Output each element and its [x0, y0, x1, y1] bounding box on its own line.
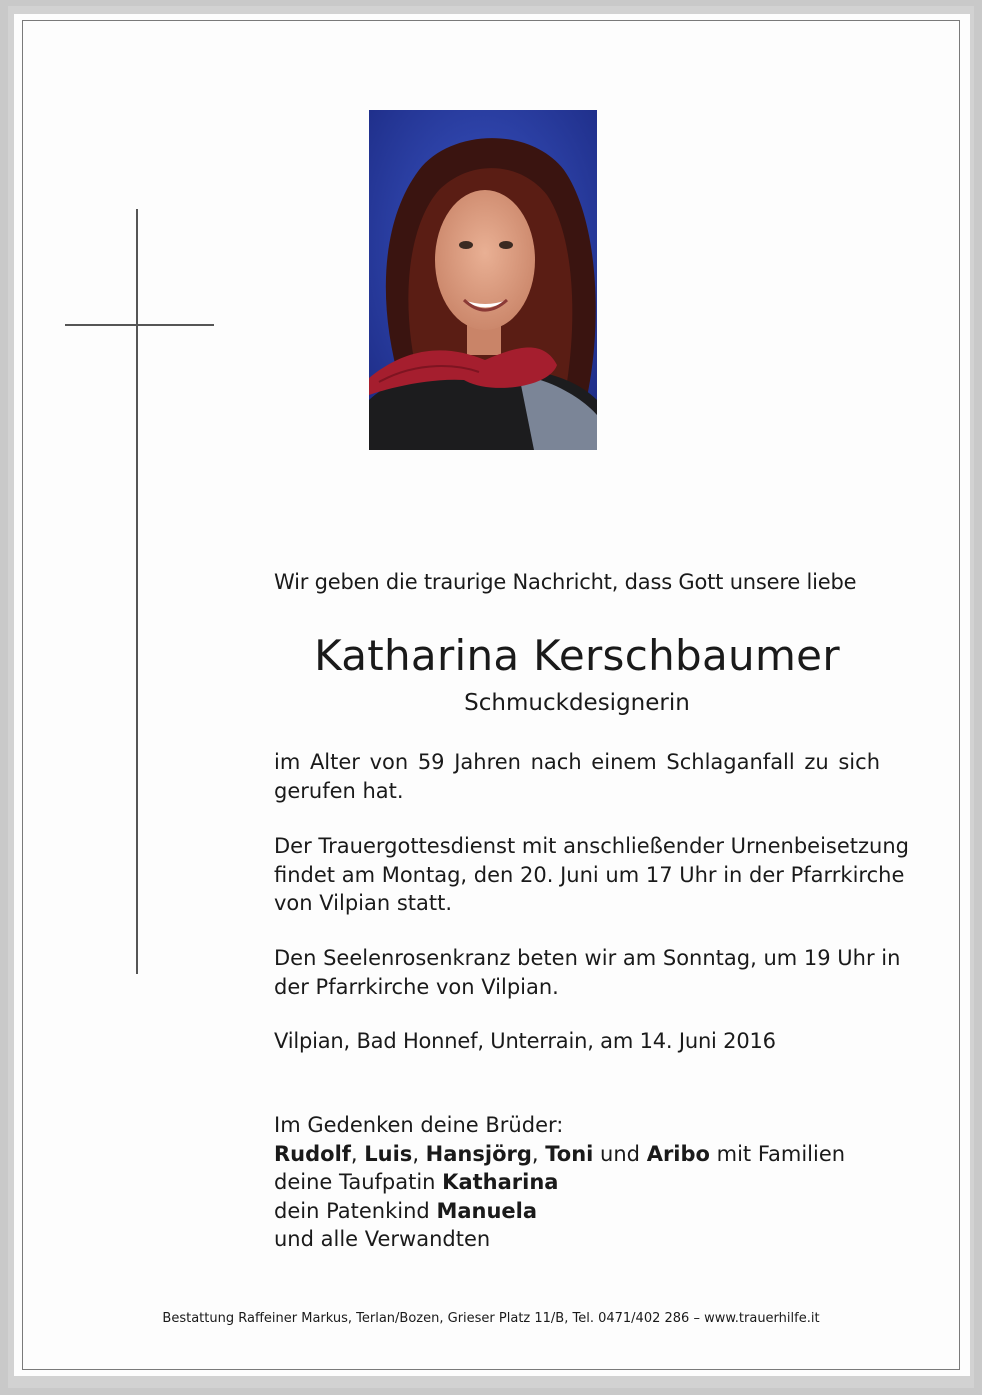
brother-name: Rudolf [274, 1141, 351, 1166]
intro-text: Wir geben die traurige Nachricht, dass Gott unsere liebe [274, 570, 857, 594]
funeral-home-footer: Bestattung Raffeiner Markus, Terlan/Bozen, Grieser Platz 11/B, Tel. 0471/402 286 – www.trauerhilfe.it [162, 1311, 820, 1326]
portrait-photo [369, 110, 597, 450]
paragraph-line: im Alter von 59 Jahren nach einem Schlaganfall zu sich [274, 750, 880, 774]
mourners-heading: Im Gedenken deine Brüder: [274, 1113, 564, 1137]
godchild-prefix: dein Patenkind [274, 1198, 437, 1223]
godchild-name: Manuela [436, 1198, 538, 1223]
cross-horizontal-bar [65, 324, 214, 326]
godmother-line [274, 1168, 845, 1197]
paragraph-line: der Pfarrkirche von Vilpian. [274, 974, 559, 999]
separator: und [593, 1141, 647, 1166]
paragraph-line: Den Seelenrosenkranz beten wir am Sonntag, um 19 Uhr in [274, 946, 901, 970]
funeral-service-paragraph [274, 832, 909, 918]
rosary-paragraph [274, 944, 901, 1001]
separator: , [412, 1141, 426, 1166]
godchild-line [274, 1197, 845, 1226]
separator: , [350, 1141, 365, 1166]
godmother-name: Katharina [442, 1170, 559, 1194]
relatives-line: und alle Verwandten [274, 1227, 491, 1251]
godmother-prefix: deine Taufpatin [274, 1170, 443, 1194]
paragraph-line: gerufen hat. [274, 778, 404, 803]
brother-name: Hansjörg [425, 1141, 532, 1166]
place-and-date: Vilpian, Bad Honnef, Unterrain, am 14. Juni 2016 [274, 1029, 776, 1053]
age-cause-paragraph [274, 748, 880, 805]
brother-name: Aribo [646, 1141, 710, 1166]
paragraph-line: Der Trauergottesdienst mit anschließender Urnenbeisetzung [274, 834, 909, 858]
brothers-suffix: mit Familien [709, 1141, 846, 1166]
brother-name: Luis [364, 1141, 413, 1166]
deceased-name: Katharina Kerschbaumer [314, 631, 840, 680]
brother-name: Toni [545, 1141, 594, 1166]
separator: , [531, 1141, 546, 1166]
deceased-profession: Schmuckdesignerin [464, 690, 690, 716]
brothers-line [274, 1140, 845, 1169]
paragraph-line: von Vilpian statt. [274, 891, 453, 915]
mourners-list [274, 1111, 845, 1254]
paragraph-line: findet am Montag, den 20. Juni um 17 Uhr in der Pfarrkirche [274, 862, 905, 887]
